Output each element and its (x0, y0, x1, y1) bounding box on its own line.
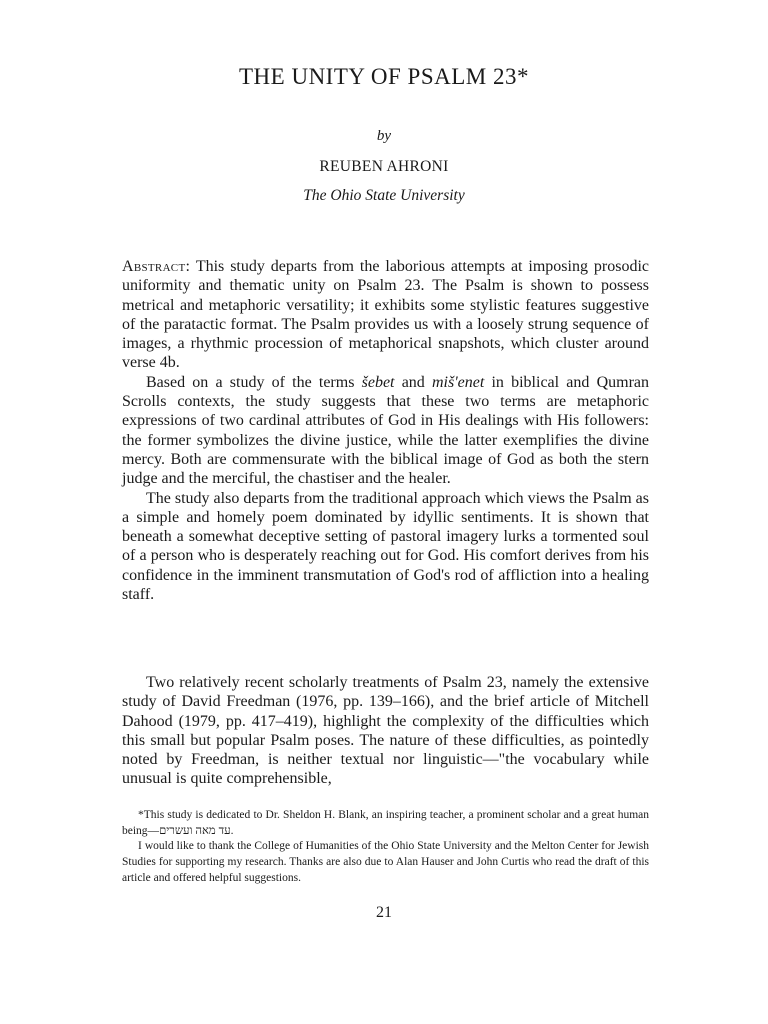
abstract-text-2a: Based on a study of the terms (146, 373, 362, 391)
article-title: THE UNITY OF PSALM 23* (239, 64, 529, 89)
byline: by (376, 128, 392, 144)
term-misenet: miš'enet (431, 373, 485, 391)
body-text (122, 673, 649, 789)
abstract-label: Abstract: (122, 258, 191, 275)
body-paragraph-1: Two relatively recent scholarly treatments of Psalm 23, namely the extensive study of David Freedman (1976, pp. 139–166), and the brief article of Mitchell Dahood (1979, pp. 417–419), highlight the complexity of the difficulties which this small but popular Psalm poses. The nature of these difficulties, as pointedly noted by Freedman, is neither textual nor linguistic—"the vocabulary while unusual is quite comprehensible, (122, 674, 649, 788)
footnote-2: I would like to thank the College of Humanities of the Ohio State University and the Melton Center for Jewish Studies for supporting my research. Thanks are also due to Alan Hauser and John Curtis who read the draft of this article and offered helpful suggestions. (122, 840, 649, 884)
footnotes (122, 808, 649, 887)
abstract-text-1: This study departs from the laborious attempts at imposing prosodic uniformity and thematic unity on Psalm 23. The Psalm is shown to possess metrical and metaphoric versatility; it exhibits some stylistic features suggestive of the paratactic format. The Psalm provides us with a loosely strung sequence of images, a rhythmic procession of metaphorical snapshots, which cluster around verse 4b. (122, 258, 649, 372)
term-sebet: šebet (361, 373, 395, 391)
abstract-text-2b: and (394, 373, 432, 391)
footnote-1-end: . (230, 824, 234, 837)
footnote-1-hebrew: עד מאה ועשרים (159, 824, 231, 837)
abstract-text-2c: in biblical and Qumran Scrolls contexts, the study suggests that these two terms are metaphoric expressions of two cardinal attributes of God in His dealings with His followers: the former symbolizes the divine justice, while the latter exemplifies the divine mercy. Both are commensurate with the biblical image of God as both the stern judge and the merciful, the chastiser and the healer. (122, 373, 649, 488)
author-affiliation: The Ohio State University (303, 187, 465, 204)
page-number: 21 (376, 904, 392, 921)
abstract (122, 257, 649, 604)
abstract-paragraph-1 (122, 257, 649, 373)
author-name: REUBEN AHRONI (319, 158, 449, 175)
footnote-1 (122, 808, 649, 839)
footnote-1-text: *This study is dedicated to Dr. Sheldon H. Blank, an inspiring teacher, a prominent scholar and a great human being— (122, 809, 649, 837)
abstract-paragraph-2 (122, 373, 649, 489)
abstract-paragraph-3: The study also departs from the traditional approach which views the Psalm as a simple and homely poem dominated by idyllic sentiments. It is shown that beneath a somewhat deceptive setting of pastoral imagery lurks a tormented soul of a person who is desperately reaching out for God. His comfort derives from his confidence in the imminent transmutation of God's rod of affliction into a healing staff. (122, 489, 649, 604)
